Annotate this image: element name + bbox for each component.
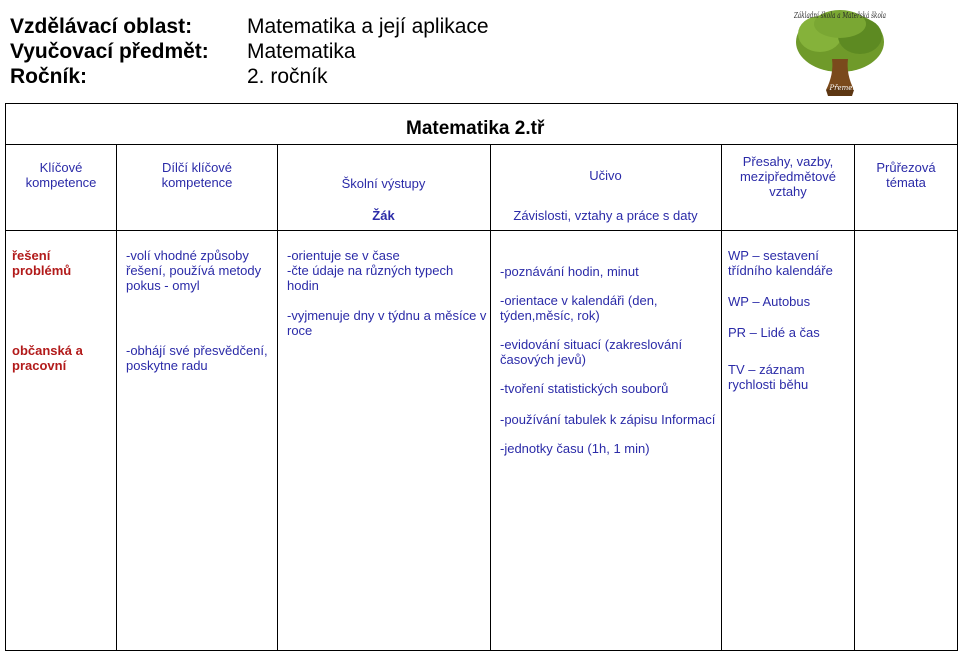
curriculum-item: -jednotky času (1h, 1 min) (500, 441, 650, 456)
outcome-item: -čte údaje na různých typech hodin (287, 263, 454, 293)
cross-subject-item: WP – Autobus (728, 294, 811, 309)
outcomes-list (287, 248, 487, 338)
col-cross-topics: Průřezová témata (876, 160, 936, 190)
partial-competence-item: -obhájí své přesvědčení, poskytne radu (126, 343, 268, 373)
col-curriculum-sub: Závislosti, vztahy a práce s daty (513, 208, 698, 223)
logo-text-bottom: Přemeníř (829, 84, 863, 92)
key-competence-item: řešení problémů (12, 248, 72, 278)
document-header (10, 14, 610, 89)
cross-subject-item: TV – záznam rychlosti běhu (728, 362, 809, 392)
curriculum-list (500, 264, 720, 456)
col-cross-subject: Přesahy, vazby, mezipředmětové vztahy (739, 154, 837, 199)
column-divider (721, 144, 722, 650)
table-title: Matematika 2.tř (406, 118, 545, 139)
area-value: Matematika a její aplikace (247, 15, 489, 38)
curriculum-item: -evidování situací (zakreslování časových jevů) (500, 337, 683, 367)
col-curriculum: Učivo (589, 168, 622, 183)
subject-value: Matematika (247, 40, 356, 63)
area-label: Vzdělávací oblast: (10, 15, 193, 38)
curriculum-item: -tvoření statistických souborů (500, 381, 669, 396)
key-competence-item: občanská a pracovní (12, 343, 83, 373)
curriculum-item: -poznávání hodin, minut (500, 264, 639, 279)
logo-text-top (793, 11, 886, 20)
school-tree-logo (790, 4, 890, 102)
col-outcomes-sub: Žák (372, 208, 395, 223)
col-outcomes: Školní výstupy (341, 176, 426, 191)
partial-competence-item: -volí vhodné způsoby řešení, používá metody pokus - omyl (126, 248, 262, 293)
column-divider (854, 144, 855, 650)
column-divider (116, 144, 117, 650)
cross-subject-list (728, 248, 846, 392)
header-grade-row (10, 64, 610, 89)
subject-label: Vyučovací předmět: (10, 40, 209, 63)
col-partial-competences: Dílčí klíčové kompetence (161, 160, 233, 190)
title-divider (6, 144, 957, 145)
curriculum-item: -používání tabulek k zápisu Informací (500, 412, 716, 427)
grade-label: Ročník: (10, 65, 88, 88)
header-subject-row (10, 39, 610, 64)
cross-subject-item: WP – sestavení třídního kalendáře (728, 248, 833, 278)
col-key-competences: Klíčové kompetence (25, 160, 97, 190)
outcome-item: -orientuje se v čase (287, 248, 400, 263)
cross-subject-item: PR – Lidé a čas (728, 325, 820, 340)
curriculum-item: -orientace v kalendáři (den, týden,měsíc, rok) (500, 293, 658, 323)
curriculum-table (5, 103, 958, 651)
grade-value: 2. ročník (247, 65, 328, 88)
header-divider (6, 230, 957, 231)
svg-text:Základní škola a Mateřská škol: Základní škola a Mateřská škola (793, 11, 887, 20)
header-area-row (10, 14, 610, 39)
outcome-item: -vyjmenuje dny v týdnu a měsíce v roce (287, 308, 487, 338)
